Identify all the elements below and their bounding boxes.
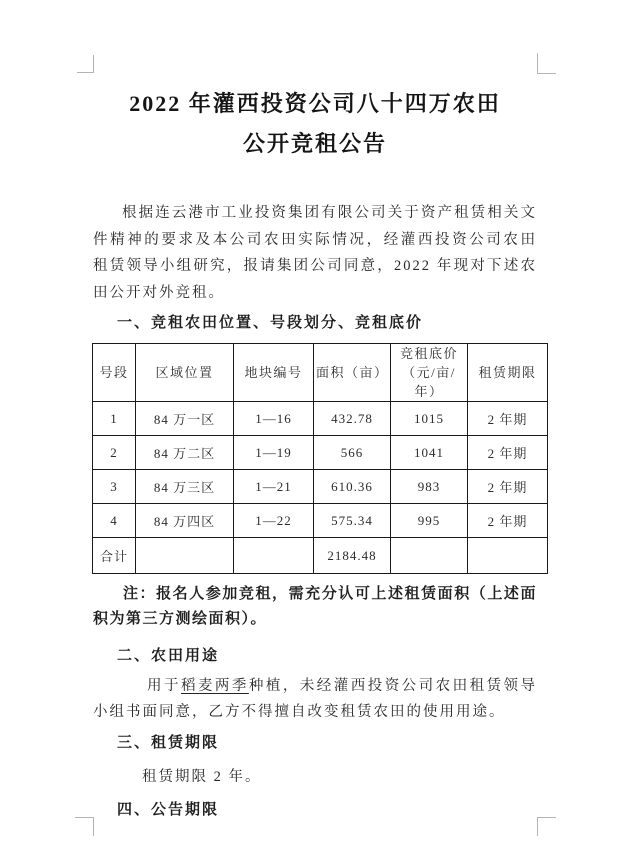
table-cell: 1—19 <box>234 436 314 470</box>
plots-table-header <box>93 344 548 402</box>
column-label-line-2: （元/亩/年） <box>402 365 456 399</box>
column-label: 地块编号 <box>244 365 303 380</box>
table-cell: 84 万二区 <box>136 436 234 470</box>
table-cell: 3 <box>93 470 136 504</box>
table-header-cell <box>314 344 391 402</box>
column-label: 区域位置 <box>155 365 214 380</box>
margin-corner-mark-top-right <box>537 53 556 74</box>
table-cell: 4 <box>93 504 136 538</box>
document-content <box>93 72 537 820</box>
lease-term-paragraph: 租赁期限 2 年。 <box>142 769 262 785</box>
table-row <box>93 470 548 504</box>
table-cell: 983 <box>391 470 468 504</box>
table-cell: 1 <box>93 402 136 436</box>
table-cell: 1015 <box>391 402 468 436</box>
table-cell <box>234 538 314 574</box>
title-line-2: 公开竞租公告 <box>242 131 387 156</box>
section-1-heading: 一、竞租农田位置、号段划分、竞租底价 <box>117 315 424 331</box>
table-cell: 2 年期 <box>468 402 548 436</box>
table-header-cell <box>136 344 234 402</box>
title-line-1: 2022 年灌西投资公司八十四万农田 <box>129 91 501 116</box>
margin-corner-mark-bottom-left <box>75 817 94 836</box>
table-cell: 84 万一区 <box>136 402 234 436</box>
table-cell: 1041 <box>391 436 468 470</box>
section-2-heading: 二、农田用途 <box>117 647 220 664</box>
document-title <box>93 84 537 164</box>
table-row <box>93 402 548 436</box>
table-total-row <box>93 538 548 574</box>
table-cell: 566 <box>314 436 391 470</box>
table-cell: 1—22 <box>234 504 314 538</box>
usage-paragraph <box>93 673 537 725</box>
column-label: 面积（亩） <box>316 365 389 380</box>
usage-text-rest: 种植，未经灌西投资公司农田租赁领导小组书面同意，乙方不得擅自改变租赁农田的使用用途。 <box>93 678 538 720</box>
table-cell: 2 年期 <box>468 436 548 470</box>
table-row <box>93 504 548 538</box>
table-cell: 2 年期 <box>468 504 548 538</box>
note-paragraph: 注：报名人参加竞租，需充分认可上述租赁面积（上述面积为第三方测绘面积）。 <box>93 586 537 627</box>
table-header-row <box>93 344 548 402</box>
table-cell: 84 万三区 <box>136 470 234 504</box>
table-cell: 995 <box>391 504 468 538</box>
margin-corner-mark-bottom-right <box>537 817 556 836</box>
plots-table <box>92 343 548 574</box>
table-header-cell <box>391 344 468 402</box>
table-cell: 合计 <box>93 538 136 574</box>
column-label: 号段 <box>99 365 129 380</box>
column-label: 竞租底价 <box>399 346 458 361</box>
intro-paragraph: 根据连云港市工业投资集团有限公司关于资产租赁相关文件精神的要求及本公司农田实际情况，经灌西投资公司农田租赁领导小组研究，报请集团公司同意，2022 年现对下述农田公开对外竞租。 <box>93 205 537 301</box>
column-label: 租赁期限 <box>478 365 537 380</box>
table-cell: 575.34 <box>314 504 391 538</box>
table-cell <box>136 538 234 574</box>
table-cell: 84 万四区 <box>136 504 234 538</box>
table-cell: 2184.48 <box>314 538 391 574</box>
table-header-cell <box>468 344 548 402</box>
table-cell: 2 <box>93 436 136 470</box>
section-4-heading: 四、公告期限 <box>117 801 220 818</box>
section-3-heading: 三、租赁期限 <box>117 734 220 751</box>
usage-text-underlined: 稻麦两季 <box>180 678 249 694</box>
table-row <box>93 436 548 470</box>
margin-corner-mark-top-left <box>77 55 94 73</box>
table-cell: 432.78 <box>314 402 391 436</box>
table-cell <box>468 538 548 574</box>
table-header-cell <box>93 344 136 402</box>
plots-table-body <box>93 402 548 574</box>
table-header-cell <box>234 344 314 402</box>
usage-text-prefix: 用于 <box>147 678 181 694</box>
table-cell: 2 年期 <box>468 470 548 504</box>
table-cell: 610.36 <box>314 470 391 504</box>
table-cell: 1—21 <box>234 470 314 504</box>
table-cell: 1—16 <box>234 402 314 436</box>
table-cell <box>391 538 468 574</box>
